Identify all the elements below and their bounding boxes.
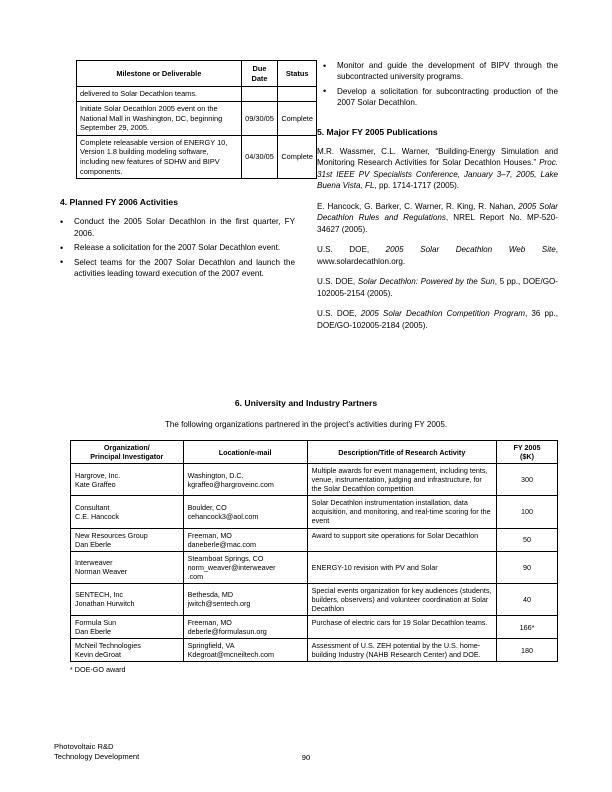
partner-org-cell — [71, 551, 184, 583]
partner-org-name: SENTECH, Inc — [75, 590, 123, 600]
footer-title-line2: Technology Development — [54, 752, 140, 762]
milestone-table-header-row — [77, 61, 317, 87]
partner-location-cell — [183, 496, 307, 528]
status-cell — [278, 87, 317, 102]
partner-amount-cell: 40 — [497, 583, 558, 615]
partners-header-fy-line2: ($K) — [520, 452, 534, 462]
partner-org-name: McNeil Technologies — [75, 641, 141, 651]
partner-description-cell: Solar Decathlon instrumentation installation, data acquisition, and monitoring, and real-time scoring for the event — [307, 496, 496, 528]
table-row — [77, 135, 317, 179]
publication-text-part1: M.R. Wassmer, C.L. Warner, “Building-Energy Simulation and Monitoring Research Activities for Solar Decathlon Houses.” — [317, 146, 558, 168]
publication-text-part2: , 5 pp., DOE/GO-102005-2154 (2005). — [317, 277, 558, 298]
publication-text-part2: , NREL Report No. MP-520-34627 (2005). — [317, 213, 558, 234]
partner-description-cell: Special events organization for key audiences (students, builders, observers) and volunteer coordination at Solar Decathlon — [307, 583, 496, 615]
table-row — [71, 528, 558, 551]
list-item — [54, 216, 295, 239]
partner-location: Bethesda, MD — [187, 590, 234, 600]
bullet-icon: • — [60, 216, 64, 227]
right-column — [317, 60, 558, 331]
list-item-label: Monitor and guide the development of BIPV through the subcontracted university programs. — [337, 61, 558, 82]
partner-location: Freeman, MO — [187, 530, 232, 540]
milestone-cell: Initiate Solar Decathlon 2005 event on the National Mall in Washington, DC, beginning September 29, 2005. — [77, 101, 242, 135]
table-row — [71, 496, 558, 528]
partner-location: Springfield, VA — [187, 641, 235, 651]
section-6-lead-text: The following organizations partnered in the project’s activities during FY 2005. — [164, 420, 448, 429]
publication-title-italic: 2005 Solar Decathlon Competition Program — [360, 309, 525, 319]
partner-investigator-name: Dan Eberle — [75, 539, 111, 549]
partner-amount-cell: 100 — [497, 496, 558, 528]
partner-description-cell: Multiple awards for event management, including tents, venue, instrumentation, judging and infrastructure, for the Solar Decathlon competition — [307, 464, 496, 496]
publication-title-italic: Solar Decathlon: Powered by the Sun — [357, 277, 495, 287]
partners-header-fy-line1: FY 2005 — [513, 443, 541, 452]
partner-investigator-name: Dan Eberle — [75, 627, 111, 637]
list-item — [54, 257, 295, 280]
partner-email: Kdegroat@mcneiltech.com — [187, 650, 274, 660]
partner-org-name: Consultant — [75, 502, 110, 512]
section-5-heading: 5. Major FY 2005 Publications — [317, 126, 438, 137]
table-row — [71, 551, 558, 583]
bullet-icon: • — [323, 60, 327, 71]
partner-amount-cell: 180 — [497, 639, 558, 662]
publication-entry — [317, 201, 558, 235]
publication-entry — [317, 244, 558, 267]
partner-location-cell — [183, 583, 307, 615]
two-column-body — [54, 60, 558, 331]
partner-location-cell — [183, 464, 307, 496]
partner-email: jwitch@sentech.org — [187, 599, 251, 609]
partner-description-cell: Assessment of U.S. ZEH potential by the U.S. home-building Industry (NAHB Research Center) and DOE. — [307, 639, 496, 662]
bullet-icon: • — [323, 86, 327, 97]
milestone-header-milestone — [77, 61, 242, 87]
list-item-label: Conduct the 2005 Solar Decathlon in the first quarter, FY 2006. — [74, 217, 295, 238]
publication-text-part2: , pp. 1714-1717 (2005). — [374, 181, 460, 191]
publication-text-part2: , www.solardecathlon.org. — [317, 245, 558, 266]
table-row — [77, 87, 317, 102]
publication-entry — [317, 146, 558, 192]
partner-amount-cell: 50 — [497, 528, 558, 551]
due-date-cell: 09/30/05 — [241, 101, 278, 135]
partner-location: Freeman, MO — [187, 618, 232, 627]
partner-location-cell — [183, 551, 307, 583]
table-row — [71, 639, 558, 662]
partners-header-description: Description/Title of Research Activity — [307, 441, 496, 464]
partner-org-name: Formula Sun — [75, 618, 117, 627]
list-item-label: Develop a solicitation for subcontracting production of the 2007 Solar Decathlon. — [337, 86, 558, 108]
table-row — [71, 616, 558, 639]
partner-email: daneberle@mac.com — [187, 539, 256, 549]
due-date-cell — [241, 87, 278, 102]
list-item — [317, 86, 558, 109]
table-row — [71, 583, 558, 615]
publication-text-part1: U.S. DOE, — [317, 277, 358, 287]
publication-title-italic: 2005 Solar Decathlon Web Site — [385, 245, 556, 255]
table-footnote: * DOE-GO award — [70, 665, 126, 675]
page-number: 90 — [301, 753, 311, 762]
partner-location-cell — [183, 528, 307, 551]
publication-text-part1: E. Hancock, G. Barker, C. Warner, R. King, R. Nahan, — [317, 201, 519, 211]
table-row — [71, 464, 558, 496]
partner-org-cell — [71, 639, 184, 662]
publication-text-part1: U.S. DOE, — [317, 309, 361, 319]
milestone-header-status-text: Status — [285, 68, 309, 78]
list-item — [317, 60, 558, 83]
partner-org-cell — [71, 464, 184, 496]
publication-text-part1: U.S. DOE, — [317, 245, 386, 255]
publication-title-italic: Proc. 31st IEEE PV Specialists Conference, January 3–7, 2005, Lake Buena Vista, FL — [317, 158, 558, 191]
partner-investigator-name: Norman Weaver — [75, 567, 128, 577]
section-4-bullet-list — [54, 216, 295, 279]
milestone-cell: Complete releasable version of ENERGY 10, Version 1.8 building modeling software, including new features of SDHW and BIPV components. — [77, 135, 242, 179]
milestone-header-milestone-text: Milestone or Deliverable — [116, 68, 202, 78]
list-item — [54, 242, 295, 253]
milestone-header-status — [278, 61, 317, 87]
list-item-label: Select teams for the 2007 Solar Decathlon and launch the activities leading toward execution of the 2007 event. — [74, 257, 295, 279]
publication-entry — [317, 276, 558, 299]
footer-title-line1: Photovoltaic R&D — [54, 742, 114, 751]
partners-header-organization-line1: Organization/ — [103, 443, 150, 452]
partner-location-cell — [183, 639, 307, 662]
partners-header-fy-amount — [497, 441, 558, 464]
publication-title-italic: 2005 Solar Decathlon Rules and Regulations — [317, 201, 558, 223]
partner-investigator-name: Kate Graffeo — [75, 479, 116, 489]
partner-location: Steamboat Springs, CO — [187, 553, 264, 563]
table-row — [77, 101, 317, 135]
partners-table — [70, 440, 558, 662]
section-6 — [54, 398, 558, 674]
status-cell: Complete — [278, 135, 317, 179]
partner-amount-cell: 90 — [497, 551, 558, 583]
milestone-cell: delivered to Solar Decathlon teams. — [77, 87, 242, 102]
partner-email: deberle@formulasun.org — [187, 627, 267, 637]
section-6-heading: 6. University and Industry Partners — [234, 398, 378, 408]
partner-org-cell — [71, 528, 184, 551]
partner-location: Washington, D.C. — [187, 470, 244, 480]
partner-description-cell: ENERGY-10 revision with PV and Solar — [307, 551, 496, 583]
partner-investigator-name: Kevin deGroat — [75, 650, 121, 660]
partner-description-cell: Purchase of electric cars for 19 Solar Decathlon teams. — [307, 616, 496, 639]
continued-bullet-list — [317, 60, 558, 109]
list-item-label: Release a solicitation for the 2007 Solar Decathlon event. — [74, 243, 281, 253]
partner-email: norm_weaver@interweaver — [187, 562, 276, 572]
partner-email-continued: .com — [187, 571, 204, 581]
left-column — [54, 60, 313, 331]
partner-email: cehancock3@aol.com — [187, 511, 259, 521]
partner-location: Boulder, CO — [187, 502, 227, 512]
partner-org-name: Interweaver — [75, 558, 113, 568]
due-date-cell: 04/30/05 — [241, 135, 278, 179]
partners-header-organization-line2: Principal Investigator — [90, 452, 164, 462]
partner-investigator-name: C.E. Hancock — [75, 511, 119, 521]
publication-text-part2: , 36 pp., DOE/GO-102005-2184 (2005). — [317, 309, 558, 330]
partner-amount-cell: 300 — [497, 464, 558, 496]
partner-location-cell — [183, 616, 307, 639]
partners-header-organization — [71, 441, 184, 464]
milestone-header-due-date — [241, 61, 278, 87]
partner-description-cell: Award to support site operations for Solar Decathlon — [307, 528, 496, 551]
bullet-icon: • — [60, 257, 64, 268]
milestone-header-due-date-text: Due Date — [251, 64, 268, 83]
partners-table-header-row — [71, 441, 558, 464]
partner-org-cell — [71, 496, 184, 528]
partner-org-cell — [71, 616, 184, 639]
partner-email: kgraffeo@hargroveinc.com — [187, 479, 274, 489]
publication-entry — [317, 308, 558, 331]
partner-amount-cell: 166* — [497, 616, 558, 639]
partner-investigator-name: Jonathan Hurwitch — [75, 599, 135, 609]
bullet-icon: • — [60, 242, 64, 253]
status-cell: Complete — [278, 101, 317, 135]
partner-org-cell — [71, 583, 184, 615]
section-4-heading: 4. Planned FY 2006 Activities — [60, 197, 178, 208]
partner-org-name: Hargrove, Inc. — [75, 470, 121, 480]
milestone-table — [76, 60, 317, 179]
partner-org-name: New Resources Group — [75, 530, 148, 540]
partners-header-location: Location/e-mail — [183, 441, 307, 464]
